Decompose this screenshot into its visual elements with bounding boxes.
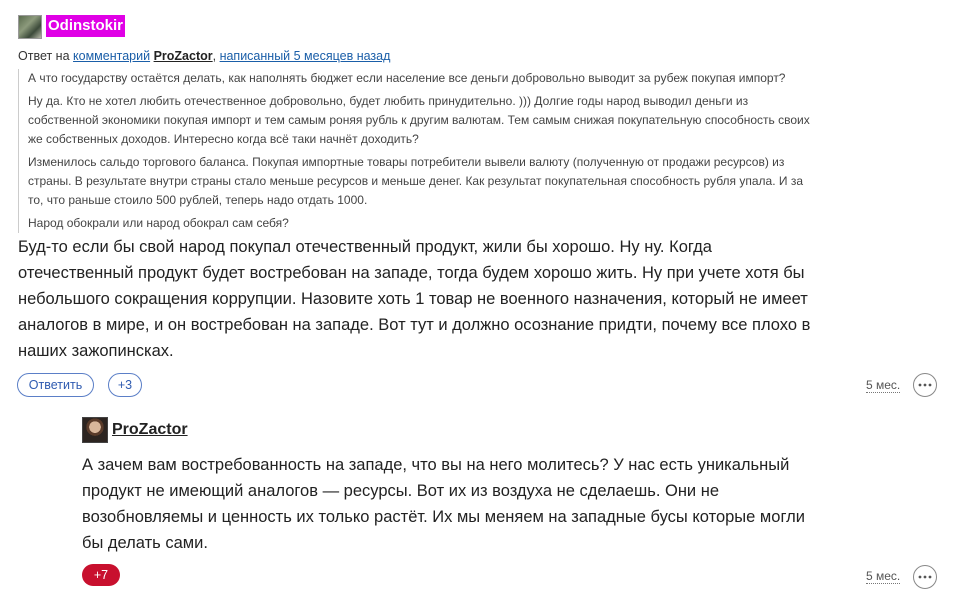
reply-button[interactable]: Ответить (17, 373, 94, 397)
reply-author-link[interactable]: ProZactor (153, 49, 213, 63)
comment-body: Буд-то если бы свой народ покупал отечественный продукт, жили бы хорошо. Ну ну. Когда отечественный продукт будет востребован на западе, тогда будем хорошо жить. Ну при учете хотя бы небольшого сокращения коррупции. Назовите хоть 1 товар не военного назначения, который не имеет аналогов в мире, и он востребован на западе. Вот тут и должно осознание придти, почему все плохо в наших зажопинсках. (18, 238, 811, 360)
ellipsis-icon[interactable] (913, 565, 937, 589)
reply-comment-link[interactable]: комментарий (73, 49, 151, 63)
comment-author[interactable]: ProZactor (112, 421, 188, 438)
comment-time[interactable]: 5 мес. (866, 569, 901, 583)
quoted-text (18, 69, 818, 233)
avatar[interactable] (18, 15, 42, 39)
quote-paragraph: Народ обокрали или народ обокрал сам себя? (28, 216, 289, 230)
quote-paragraph: Ну да. Кто не хотел любить отечественное добровольно, будет любить принудительно. ))) Долгие годы народ выводил деньги из собственной экономики покупая импорт и тем самым роняя рубль к другим валютам. Тем самым снижая покупательную способность своих же собственных доходов. Интересно когда всё таки начнёт доходить? (28, 94, 810, 146)
reply-date-link[interactable]: написанный 5 месяцев назад (219, 49, 391, 63)
avatar[interactable] (82, 417, 108, 443)
dots-glyph (918, 575, 932, 579)
dots-glyph (918, 383, 932, 387)
comment-time[interactable]: 5 мес. (866, 378, 901, 392)
quote-paragraph: А что государству остаётся делать, как наполнять бюджет если население все деньги добровольно выводит за рубеж покупая импорт? (28, 71, 786, 85)
vote-count[interactable]: +7 (82, 564, 120, 586)
comment-body: А зачем вам востребованность на западе, что вы на него молитесь? У нас есть уникальный продукт не имеющий аналогов — ресурсы. Вот их из воздуха не сделаешь. Они не возобновляемы и ценность их только растёт. Их мы меняем на западные бусы которые могли бы делать сами. (82, 456, 805, 552)
vote-count[interactable]: +3 (108, 373, 142, 397)
comment-author[interactable]: Odinstokir (46, 15, 125, 37)
reply-context: Ответ на комментарий ProZactor, написанный 5 месяцев назад (18, 49, 391, 63)
quote-paragraph: Изменилось сальдо торгового баланса. Покупая импортные товары потребители вывели валюту (полученную от продажи ресурсов) из страны. В результате внутри страны стало меньше ресурсов и меньше денег. Как результат покупательная способность рубля упала. И за то, что раньше стоило 500 рублей, теперь надо отдать 1000. (28, 155, 804, 207)
reply-prefix: Ответ на (18, 49, 70, 63)
ellipsis-icon[interactable] (913, 373, 937, 397)
